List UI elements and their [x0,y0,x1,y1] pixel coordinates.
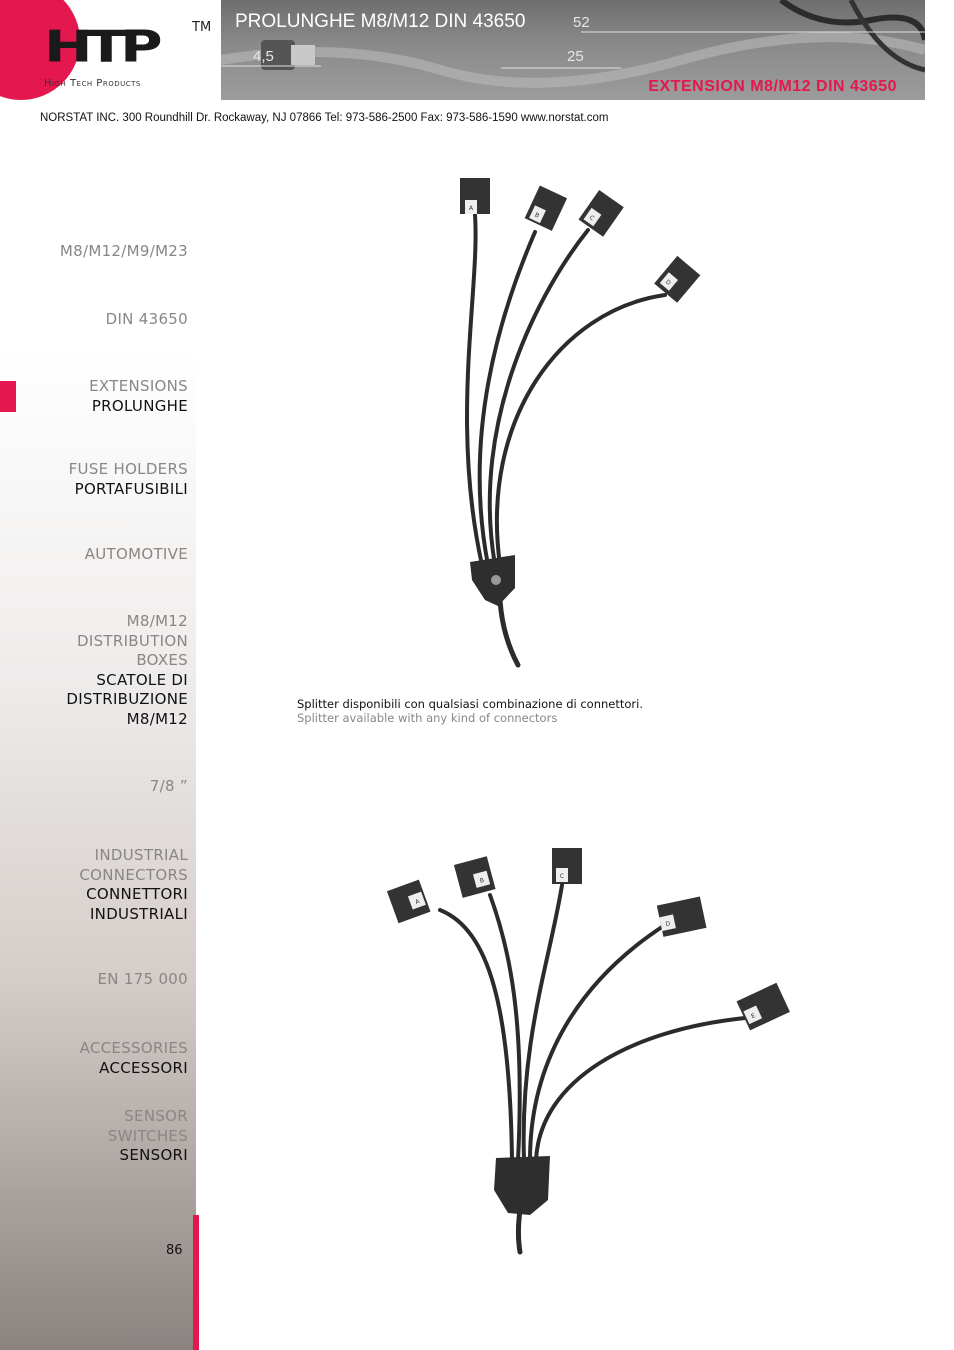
sidebar-item-industrial-connectors[interactable] [79,846,188,924]
connector-a-label: A [414,897,421,906]
sidebar-item-fuse-holders[interactable] [69,460,188,499]
connector-b-icon [454,856,496,898]
sidebar-item-label-it: PROLUNGHE [91,396,188,415]
page-accent-bar [193,1215,199,1350]
sidebar-item-label-it: M8/M12 [126,709,188,728]
connector-b-label: B [479,876,485,885]
sidebar-item-label-it: ACCESSORI [99,1058,188,1077]
sidebar-item-label: M8/M12/M9/M23 [59,242,188,260]
connector-d-label: D [663,278,672,287]
sidebar-item-label: EN 175 000 [97,970,188,988]
logo-wordmark: HTP [44,21,157,72]
connector-e-icon [737,983,790,1031]
sidebar-item-7-8[interactable] [150,777,188,797]
banner-subtitle: EXTENSION M8/M12 DIN 43650 [648,78,897,95]
caption-english: Splitter available with any kind of connectors [297,711,558,725]
splitter-caption [297,697,643,725]
sidebar-item-label: DISTRIBUTION [77,631,188,650]
connector-d-label: D [664,920,671,929]
connector-b-icon [525,186,567,231]
sidebar-item-label-it: PORTAFUSIBILI [74,479,188,498]
banner-dimension-a: 52 [573,14,590,31]
sidebar-item-sensor-switches[interactable] [108,1107,188,1166]
sidebar-item-label: FUSE HOLDERS [68,460,188,478]
sidebar-item-label: 7/8 ” [149,777,188,795]
logo-tagline: High Tech Products [44,78,141,89]
active-section-marker [0,381,16,412]
banner-dimension-c: 25 [567,48,584,65]
sidebar-item-en-175-000[interactable] [98,970,189,990]
sidebar-item-label: EXTENSIONS [89,377,188,395]
caption-italian: Splitter disponibili con qualsiasi combinazione di connettori. [297,697,643,711]
header-banner [221,0,925,100]
connector-b-label: B [533,211,541,220]
sidebar-item-label: INDUSTRIAL [94,846,188,864]
page-number: 86 [166,1243,183,1258]
connector-c-label: C [559,873,565,880]
sidebar-item-din-43650[interactable] [106,310,188,330]
contact-line: NORSTAT INC. 300 Roundhill Dr. Rockaway, NJ 07866 Tel: 973-586-2500 Fax: 973-586-1590 www.norstat.com [40,112,609,124]
connector-a-icon [460,178,490,214]
sidebar-item-label-it: CONNETTORI [86,885,188,903]
sidebar-item-label: ACCESSORIES [79,1039,188,1057]
connector-d-icon [657,896,707,936]
sidebar-item-label-it: INDUSTRIALI [89,904,188,923]
sidebar-item-label: BOXES [136,651,188,669]
sidebar-item-label-it: SENSORI [119,1146,188,1164]
connector-c-icon [552,848,582,884]
banner-dimension-b: 4,5 [253,48,274,65]
sidebar-item-distribution-boxes[interactable] [66,612,188,729]
sidebar-item-label-it: DISTRIBUZIONE [66,690,188,708]
sidebar-item-extensions[interactable] [89,377,188,416]
sidebar-item-label: M8/M12 [126,612,188,630]
logo-trademark: TM [192,20,212,35]
sidebar-item-accessories[interactable] [80,1039,188,1078]
sidebar-item-automotive[interactable] [85,545,188,565]
connector-e-label: E [750,1012,757,1021]
sidebar-item-label: SENSOR [124,1107,188,1125]
sidebar-item-label: DIN 43650 [105,310,188,328]
connector-c-label: C [587,214,596,223]
sidebar-item-m8-m12[interactable] [60,242,188,262]
splitter-5way-image [380,840,820,1260]
sidebar-item-label: CONNECTORS [79,865,188,884]
splitter-4way-image [440,170,720,670]
connector-a-icon [387,880,431,924]
banner-title: PROLUNGHE M8/M12 DIN 43650 [235,11,526,32]
connector-a-label: A [468,205,474,212]
sidebar-item-label: SWITCHES [107,1126,188,1145]
sidebar-item-label: AUTOMOTIVE [84,545,188,563]
sidebar-item-label-it: SCATOLE DI [96,670,188,689]
connector-c-icon [579,190,624,237]
